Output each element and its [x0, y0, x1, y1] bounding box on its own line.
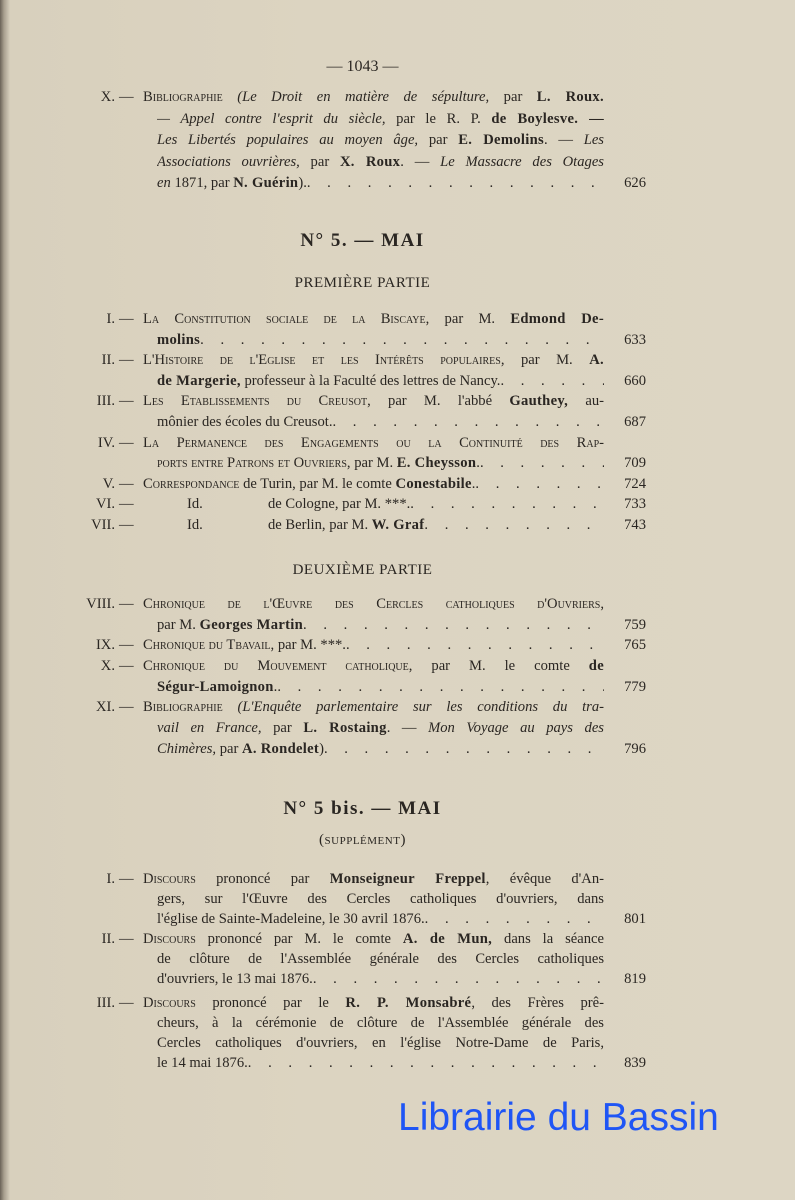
entry-dash: —	[119, 89, 134, 105]
toc-line	[0, 718, 795, 739]
text-segment: Correspondance	[143, 475, 240, 492]
entry-dash: —	[119, 393, 134, 410]
entry-text	[157, 371, 604, 392]
text-segment: molins	[157, 331, 201, 348]
entry-text	[143, 993, 604, 1013]
text-segment: ports entre Patrons et Ouvriers	[157, 455, 347, 472]
toc-entry	[0, 474, 795, 495]
toc-line	[0, 929, 795, 949]
entry-text-run	[157, 371, 500, 392]
text-segment: de Berlin, par M.	[268, 516, 372, 533]
text-segment: en	[157, 175, 175, 191]
toc-entry	[0, 87, 795, 195]
text-segment: , par M. ***.	[270, 637, 346, 654]
entry-number: XI.	[95, 699, 115, 716]
toc-line	[0, 371, 795, 392]
text-segment: Chronique du Mouvement catholique	[143, 658, 409, 675]
toc-line	[0, 969, 795, 989]
toc-line	[0, 697, 795, 718]
entry-dash: —	[119, 475, 134, 492]
toc-line	[0, 412, 795, 433]
text-segment: (Le Droit en matière de sépulture,	[237, 89, 490, 105]
entry-dash: —	[119, 311, 134, 327]
entry-dash: —	[119, 496, 134, 513]
entry-number: III.	[96, 995, 115, 1011]
text-segment: Cercles catholiques d'ouvriers, en l'église Notre-Dame de Paris,	[157, 1035, 604, 1051]
text-segment: de Margerie,	[157, 372, 241, 389]
entry-text	[143, 697, 604, 718]
toc-line	[0, 656, 795, 677]
page-reference: 660	[624, 372, 646, 389]
text-segment: mônier des écoles du Creusot.	[157, 413, 333, 430]
toc-line	[0, 1013, 795, 1033]
text-segment: R. P. Monsabré	[345, 995, 472, 1011]
toc-block-supplement	[0, 869, 795, 1073]
text-segment: W. Graf	[371, 516, 425, 533]
entry-text	[143, 594, 604, 615]
entry-text	[143, 515, 604, 536]
entry-text	[143, 391, 604, 412]
text-segment: L. Roux.	[536, 89, 604, 105]
entry-text-run	[157, 615, 303, 636]
dot-leader	[410, 494, 604, 515]
entry-number: I.	[106, 871, 115, 887]
entry-text	[143, 87, 604, 109]
entry-text	[157, 1033, 604, 1053]
toc-line	[0, 130, 795, 152]
toc-entry	[0, 594, 795, 635]
entry-text	[157, 152, 604, 174]
toc-line	[0, 909, 795, 929]
text-segment: E. Demolins	[458, 132, 544, 148]
text-segment: , des Frères prê-	[471, 995, 604, 1011]
text-segment: Gauthey,	[509, 393, 569, 410]
toc-line	[0, 635, 795, 656]
text-segment: Associations ouvrières,	[157, 153, 300, 170]
toc-line	[0, 87, 795, 109]
text-segment: prononcé par	[195, 871, 330, 887]
page-reference: 839	[624, 1055, 646, 1071]
text-segment: par	[261, 720, 304, 737]
text-segment: Id.	[187, 516, 203, 533]
text-segment: l'église de Sainte-Madeleine, le 30 avril 1876.	[157, 911, 425, 927]
text-segment: , par M.	[425, 311, 511, 327]
text-segment: par le R. P.	[385, 110, 492, 127]
text-segment: Edmond De-	[510, 311, 604, 327]
text-segment: dans la séance	[492, 931, 604, 947]
entry-text	[157, 909, 604, 929]
entry-number: VIII.	[86, 596, 115, 612]
entry-text	[157, 173, 604, 195]
text-segment: Bibliographie	[143, 699, 238, 716]
toc-line	[0, 453, 795, 474]
page-reference: 743	[624, 516, 646, 533]
entry-text-run	[157, 1053, 248, 1073]
entry-text-run	[157, 969, 313, 989]
entry-dash: —	[119, 699, 134, 716]
entry-dash: —	[119, 637, 134, 654]
toc-line	[0, 309, 795, 330]
entry-text-run	[143, 635, 346, 656]
dot-leader	[424, 515, 604, 536]
entry-number: I.	[106, 311, 115, 327]
dot-leader	[313, 969, 604, 989]
entry-number: IV.	[97, 434, 115, 451]
entry-text	[157, 969, 604, 989]
text-segment: au-	[568, 393, 604, 410]
toc-line	[0, 474, 795, 495]
toc-block-bibliographie	[0, 87, 795, 195]
toc-entry	[0, 869, 795, 929]
entry-text	[143, 635, 604, 656]
text-segment: La Permanence des Engagements ou la Continuité des Rap-	[143, 434, 604, 451]
toc-entry	[0, 433, 795, 474]
entry-text-run	[157, 677, 277, 698]
text-segment: professeur à la Faculté des lettres de Nancy.	[240, 372, 501, 389]
toc-entry	[0, 929, 795, 989]
page-reference: 709	[624, 455, 646, 472]
text-segment: d'ouvriers, le 13 mai 1876.	[157, 971, 313, 987]
entry-text	[143, 656, 604, 677]
entry-number: II.	[101, 931, 115, 947]
text-segment: de clôture de l'Assemblée générale des Cercles catholiques	[157, 951, 604, 967]
entry-text-run	[143, 515, 424, 536]
text-segment: Id.	[187, 496, 203, 513]
entry-text	[143, 309, 604, 330]
toc-line	[0, 615, 795, 636]
text-segment: . —	[543, 132, 584, 148]
dot-leader	[500, 371, 604, 392]
entry-text	[143, 869, 604, 889]
text-segment: gers, sur l'Œuvre des Cercles catholiques d'ouvriers, dans	[157, 891, 604, 907]
text-segment: de Boylesve. —	[491, 110, 604, 127]
text-segment: par	[299, 153, 340, 170]
dot-leader	[200, 330, 604, 351]
text-segment: Les	[583, 132, 604, 148]
entry-number: IX.	[95, 637, 115, 654]
entry-text-run	[157, 412, 333, 433]
toc-entry	[0, 635, 795, 656]
page-reference: 801	[624, 911, 646, 927]
text-segment: de Turin, par M. le comte	[239, 475, 396, 492]
text-segment: A. Rondelet	[241, 740, 320, 757]
toc-line	[0, 993, 795, 1013]
entry-text-run	[157, 173, 307, 195]
toc-line	[0, 391, 795, 412]
text-segment: ).	[298, 175, 307, 191]
page-reference: 765	[624, 637, 646, 654]
text-segment: E. Cheysson	[396, 455, 477, 472]
text-segment: le 14 mai 1876.	[157, 1055, 248, 1071]
text-segment: Conestabile	[395, 475, 472, 492]
entry-text	[157, 1013, 604, 1033]
text-segment: (L'Enquête parlementaire sur les conditions du tra-	[237, 699, 604, 716]
toc-block-premiere-partie	[0, 309, 795, 536]
text-segment: )	[319, 740, 324, 757]
entry-dash: —	[119, 995, 134, 1011]
toc-entry	[0, 515, 795, 536]
toc-entry	[0, 993, 795, 1073]
page-reference: 633	[624, 331, 646, 348]
entry-text	[143, 433, 604, 454]
entry-dash: —	[119, 434, 134, 451]
dot-leader	[475, 474, 604, 495]
entry-text	[157, 412, 604, 433]
entry-text	[143, 929, 604, 949]
entry-text	[157, 1053, 604, 1073]
text-segment: La Constitution sociale de la Biscaye	[143, 311, 426, 327]
page-number: — 1043 —	[326, 58, 399, 75]
dot-leader	[346, 635, 604, 656]
entry-text	[157, 739, 604, 760]
entry-dash: —	[119, 352, 134, 369]
toc-entry	[0, 309, 795, 350]
entry-text-run	[143, 474, 475, 495]
part-heading-deuxieme: DEUXIÈME PARTIE	[292, 562, 433, 578]
entry-text	[157, 718, 604, 739]
toc-entry	[0, 494, 795, 515]
text-segment: Georges Martin	[199, 616, 304, 633]
entry-number: VI.	[95, 496, 115, 513]
toc-entry	[0, 656, 795, 697]
entry-text	[157, 330, 604, 351]
page-reference: 796	[624, 740, 646, 757]
text-segment: . —	[386, 720, 429, 737]
text-segment: de Cologne, par M. ***.	[268, 496, 411, 513]
toc-line	[0, 1053, 795, 1073]
entry-dash: —	[119, 658, 134, 675]
text-segment: par	[418, 132, 459, 148]
text-segment: X. Roux	[339, 153, 401, 170]
dot-leader	[307, 173, 604, 195]
dot-leader	[324, 739, 604, 760]
text-segment: .	[273, 678, 278, 695]
text-segment: , évêque d'An-	[485, 871, 604, 887]
entry-text	[143, 350, 604, 371]
text-segment: L. Rostaing	[303, 720, 387, 737]
toc-line	[0, 494, 795, 515]
dot-leader	[248, 1053, 604, 1073]
part-heading-premiere: PREMIÈRE PARTIE	[294, 275, 431, 291]
entry-text	[143, 494, 604, 515]
text-segment: Les Libertés populaires au moyen âge,	[157, 132, 419, 148]
page-reference: 779	[624, 678, 646, 695]
entry-dash: —	[119, 871, 134, 887]
page-reference: 733	[624, 496, 646, 513]
toc-line	[0, 330, 795, 351]
text-segment: , par M.	[500, 352, 590, 369]
section-heading-mai-bis: N° 5 bis. — MAI	[283, 798, 442, 819]
text-segment: Ségur-Lamoignon	[157, 678, 274, 695]
section-heading-mai: N° 5. — MAI	[300, 230, 425, 251]
toc-line	[0, 433, 795, 454]
entry-text-run	[157, 739, 324, 760]
text-segment: de	[588, 658, 604, 675]
text-segment: Chronique du Tbavail	[143, 637, 271, 654]
toc-line	[0, 515, 795, 536]
page-reference: 724	[624, 475, 646, 492]
toc-block-deuxieme-partie	[0, 594, 795, 760]
text-segment: L'Histoire de l'Eglise et les Intérêts populaires	[143, 352, 501, 369]
toc-line	[0, 949, 795, 969]
toc-line	[0, 594, 795, 615]
toc-line	[0, 173, 795, 195]
entry-text	[157, 453, 604, 474]
entry-text-run	[157, 453, 480, 474]
dot-leader	[333, 412, 605, 433]
text-segment: — Appel contre l'esprit du siècle,	[157, 110, 386, 127]
text-segment: Le Massacre des Otages	[440, 153, 604, 170]
entry-text	[157, 889, 604, 909]
text-segment: A. de Mun,	[402, 931, 493, 947]
text-segment: cheurs, à la cérémonie de clôture de l'Assemblée générale des	[157, 1015, 604, 1031]
text-segment: par M.	[157, 616, 200, 633]
text-segment: Chronique de l'Œuvre des Cercles catholiques d'Ouvriers,	[143, 596, 604, 612]
text-segment: Discours	[143, 871, 196, 887]
entry-number: X.	[100, 89, 115, 105]
entry-number: VII.	[91, 516, 115, 533]
page-reference: 819	[624, 971, 646, 987]
toc-line	[0, 350, 795, 371]
text-segment: , par M.	[346, 455, 397, 472]
entry-number: V.	[102, 475, 115, 492]
text-segment: .	[476, 455, 480, 472]
entry-text-run	[157, 909, 425, 929]
dot-leader	[303, 615, 604, 636]
text-segment: par	[489, 89, 537, 105]
entry-text	[157, 130, 604, 152]
entry-text	[157, 615, 604, 636]
text-segment: Chimères,	[157, 740, 217, 757]
page-reference: 626	[624, 175, 646, 191]
text-segment: .	[471, 475, 476, 492]
text-segment: prononcé par M. le comte	[195, 931, 403, 947]
entry-text-run	[143, 494, 410, 515]
page-reference: 759	[624, 616, 646, 633]
dot-leader	[277, 677, 604, 698]
text-segment: par	[216, 740, 242, 757]
entry-number: II.	[101, 352, 115, 369]
watermark-logo: Librairie du Bassin	[398, 1096, 719, 1139]
text-segment: , par M. le comte	[408, 658, 589, 675]
toc-line	[0, 109, 795, 131]
text-segment: Les Etablissements du Creusot	[143, 393, 368, 410]
toc-entry	[0, 697, 795, 759]
toc-line	[0, 677, 795, 698]
text-segment: Discours	[143, 931, 196, 947]
entry-dash: —	[119, 931, 134, 947]
text-segment: N. Guérin	[233, 175, 299, 191]
text-segment: . —	[400, 153, 441, 170]
text-segment: prononcé par le	[195, 995, 346, 1011]
entry-text	[157, 949, 604, 969]
entry-dash: —	[119, 596, 134, 612]
text-segment: Monseigneur Freppel	[329, 871, 486, 887]
entry-text	[157, 109, 604, 131]
text-segment: 1871, par	[174, 175, 234, 191]
entry-text	[143, 474, 604, 495]
entry-number: III.	[96, 393, 115, 410]
text-segment: A.	[589, 352, 604, 369]
text-segment: Mon Voyage au pays des	[428, 720, 604, 737]
entry-dash: —	[119, 516, 134, 533]
entry-text-run	[157, 330, 200, 351]
page-reference: 687	[624, 413, 646, 430]
text-segment: Discours	[143, 995, 196, 1011]
toc-line	[0, 889, 795, 909]
dot-leader	[480, 453, 604, 474]
toc-line	[0, 152, 795, 174]
text-segment: Bibliographie	[143, 89, 238, 105]
toc-line	[0, 739, 795, 760]
toc-line	[0, 869, 795, 889]
supplement-subheading: (supplément)	[319, 832, 406, 848]
entry-text	[157, 677, 604, 698]
text-segment: vail en France,	[157, 720, 262, 737]
toc-line	[0, 1033, 795, 1053]
entry-number: X.	[100, 658, 115, 675]
toc-entry	[0, 391, 795, 432]
dot-leader	[425, 909, 604, 929]
text-segment: , par M. l'abbé	[367, 393, 510, 410]
toc-entry	[0, 350, 795, 391]
